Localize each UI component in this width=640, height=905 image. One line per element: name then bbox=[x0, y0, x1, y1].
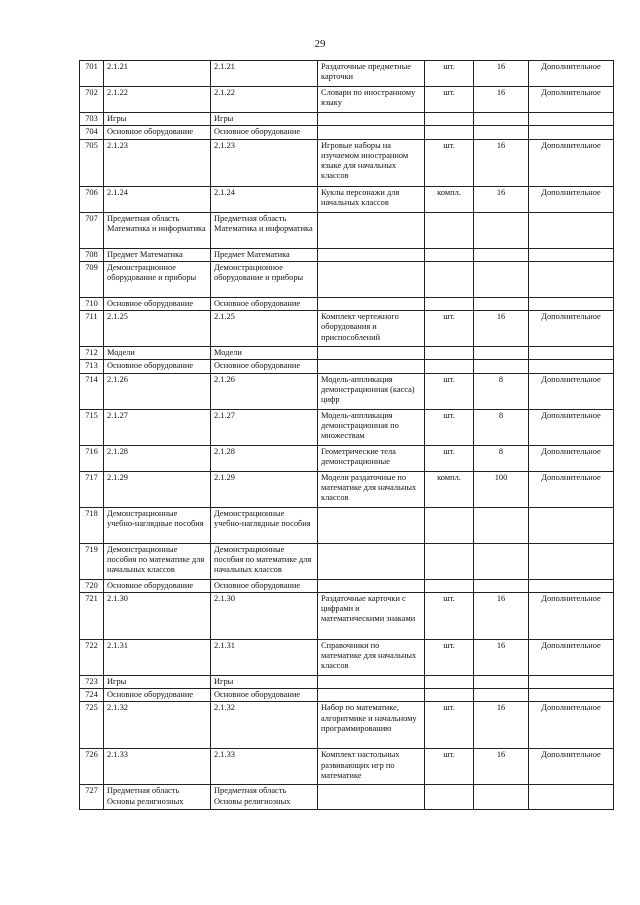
row-unit bbox=[425, 297, 474, 310]
row-section: 2.1.30 bbox=[211, 592, 318, 639]
row-number: 720 bbox=[80, 579, 104, 592]
row-note bbox=[529, 360, 614, 373]
row-unit bbox=[425, 113, 474, 126]
row-section: Демонстрационные пособия по математике для начальных классов bbox=[211, 543, 318, 579]
row-code: 2.1.31 bbox=[104, 639, 211, 675]
row-number: 723 bbox=[80, 675, 104, 688]
table-row bbox=[80, 347, 614, 360]
row-item-name: Набор по математике, алгоритмике и начальному программированию bbox=[318, 702, 425, 749]
table-row bbox=[80, 61, 614, 87]
row-code: 2.1.23 bbox=[104, 139, 211, 186]
row-unit: шт. bbox=[425, 373, 474, 409]
row-unit: шт. bbox=[425, 592, 474, 639]
row-section: 2.1.27 bbox=[211, 409, 318, 445]
row-quantity bbox=[474, 113, 529, 126]
row-quantity bbox=[474, 689, 529, 702]
row-code: 2.1.29 bbox=[104, 471, 211, 507]
table-row bbox=[80, 702, 614, 749]
row-note bbox=[529, 212, 614, 248]
row-code: Основное оборудование bbox=[104, 689, 211, 702]
table-row bbox=[80, 139, 614, 186]
row-code: Предметная область Основы религиозных bbox=[104, 785, 211, 810]
row-unit: шт. bbox=[425, 61, 474, 87]
row-unit bbox=[425, 248, 474, 261]
row-number: 718 bbox=[80, 507, 104, 543]
row-quantity bbox=[474, 347, 529, 360]
table-row bbox=[80, 543, 614, 579]
row-section: 2.1.32 bbox=[211, 702, 318, 749]
table-row bbox=[80, 675, 614, 688]
row-section: Основное оборудование bbox=[211, 579, 318, 592]
table-body bbox=[80, 61, 614, 810]
row-item-name: Модель-аппликация демонстрационная по множествам bbox=[318, 409, 425, 445]
page-number: 29 bbox=[314, 38, 326, 50]
row-note: Дополнительное bbox=[529, 409, 614, 445]
table-row bbox=[80, 126, 614, 139]
row-note bbox=[529, 785, 614, 810]
row-note bbox=[529, 543, 614, 579]
row-code: 2.1.33 bbox=[104, 749, 211, 785]
row-code: Демонстрационные учебно-наглядные пособия bbox=[104, 507, 211, 543]
table-row bbox=[80, 186, 614, 212]
table-row bbox=[80, 689, 614, 702]
row-code: 2.1.25 bbox=[104, 311, 211, 347]
row-item-name bbox=[318, 248, 425, 261]
table-row bbox=[80, 445, 614, 471]
row-section: Демонстрационное оборудование и приборы bbox=[211, 261, 318, 297]
row-section: 2.1.21 bbox=[211, 61, 318, 87]
table-row bbox=[80, 507, 614, 543]
row-section: 2.1.22 bbox=[211, 87, 318, 113]
row-code: Основное оборудование bbox=[104, 360, 211, 373]
row-number: 725 bbox=[80, 702, 104, 749]
row-note bbox=[529, 689, 614, 702]
row-code: 2.1.22 bbox=[104, 87, 211, 113]
row-quantity bbox=[474, 297, 529, 310]
row-code: Предметная область Математика и информатика bbox=[104, 212, 211, 248]
row-number: 707 bbox=[80, 212, 104, 248]
row-item-name: Модель-аппликация демонстрационная (касса) цифр bbox=[318, 373, 425, 409]
row-note bbox=[529, 248, 614, 261]
table-row bbox=[80, 212, 614, 248]
row-quantity bbox=[474, 579, 529, 592]
row-item-name: Куклы персонажи для начальных классов bbox=[318, 186, 425, 212]
row-code: Игры bbox=[104, 675, 211, 688]
table-row bbox=[80, 409, 614, 445]
row-item-name: Комплект настольных развивающих игр по математике bbox=[318, 749, 425, 785]
row-number: 701 bbox=[80, 61, 104, 87]
row-unit: шт. bbox=[425, 639, 474, 675]
row-section: 2.1.29 bbox=[211, 471, 318, 507]
row-note bbox=[529, 261, 614, 297]
row-code: Предмет Математика bbox=[104, 248, 211, 261]
row-number: 715 bbox=[80, 409, 104, 445]
row-note: Дополнительное bbox=[529, 639, 614, 675]
table-row bbox=[80, 579, 614, 592]
row-quantity: 16 bbox=[474, 639, 529, 675]
row-unit bbox=[425, 543, 474, 579]
row-section: 2.1.24 bbox=[211, 186, 318, 212]
row-section: Игры bbox=[211, 675, 318, 688]
table-row bbox=[80, 297, 614, 310]
row-note bbox=[529, 579, 614, 592]
row-code: Основное оборудование bbox=[104, 126, 211, 139]
row-unit: шт. bbox=[425, 87, 474, 113]
row-item-name bbox=[318, 360, 425, 373]
row-note: Дополнительное bbox=[529, 445, 614, 471]
row-item-name: Геометрические тела демонстрационные bbox=[318, 445, 425, 471]
row-code: 2.1.32 bbox=[104, 702, 211, 749]
table-row bbox=[80, 248, 614, 261]
row-item-name: Модели раздаточные по математике для начальных классов bbox=[318, 471, 425, 507]
row-note bbox=[529, 507, 614, 543]
row-note: Дополнительное bbox=[529, 311, 614, 347]
row-code: 2.1.27 bbox=[104, 409, 211, 445]
row-quantity: 16 bbox=[474, 749, 529, 785]
row-unit bbox=[425, 212, 474, 248]
row-section: 2.1.23 bbox=[211, 139, 318, 186]
row-item-name: Словари по иностранному языку bbox=[318, 87, 425, 113]
row-quantity bbox=[474, 248, 529, 261]
row-item-name bbox=[318, 297, 425, 310]
row-section: Основное оборудование bbox=[211, 297, 318, 310]
row-note: Дополнительное bbox=[529, 471, 614, 507]
row-number: 703 bbox=[80, 113, 104, 126]
row-code: 2.1.26 bbox=[104, 373, 211, 409]
table-row bbox=[80, 749, 614, 785]
row-section: Основное оборудование bbox=[211, 689, 318, 702]
row-section: Демонстрационные учебно-наглядные пособия bbox=[211, 507, 318, 543]
row-number: 717 bbox=[80, 471, 104, 507]
row-unit bbox=[425, 126, 474, 139]
row-quantity bbox=[474, 360, 529, 373]
row-unit bbox=[425, 261, 474, 297]
row-item-name bbox=[318, 113, 425, 126]
row-quantity: 16 bbox=[474, 87, 529, 113]
row-note: Дополнительное bbox=[529, 702, 614, 749]
row-code: Игры bbox=[104, 113, 211, 126]
row-section: 2.1.31 bbox=[211, 639, 318, 675]
row-unit: шт. bbox=[425, 311, 474, 347]
row-number: 702 bbox=[80, 87, 104, 113]
row-item-name bbox=[318, 507, 425, 543]
row-note bbox=[529, 126, 614, 139]
table-row bbox=[80, 373, 614, 409]
row-quantity bbox=[474, 543, 529, 579]
equipment-table bbox=[79, 60, 614, 810]
row-code: 2.1.21 bbox=[104, 61, 211, 87]
row-item-name bbox=[318, 347, 425, 360]
row-number: 712 bbox=[80, 347, 104, 360]
row-quantity bbox=[474, 126, 529, 139]
row-note bbox=[529, 347, 614, 360]
table-row bbox=[80, 87, 614, 113]
row-unit bbox=[425, 507, 474, 543]
row-section: 2.1.26 bbox=[211, 373, 318, 409]
row-unit: шт. bbox=[425, 445, 474, 471]
row-number: 713 bbox=[80, 360, 104, 373]
row-note: Дополнительное bbox=[529, 373, 614, 409]
row-code: 2.1.30 bbox=[104, 592, 211, 639]
row-quantity: 8 bbox=[474, 373, 529, 409]
table-row bbox=[80, 592, 614, 639]
row-quantity: 16 bbox=[474, 186, 529, 212]
table-row bbox=[80, 261, 614, 297]
row-section: 2.1.25 bbox=[211, 311, 318, 347]
row-unit bbox=[425, 785, 474, 810]
row-item-name bbox=[318, 543, 425, 579]
row-item-name: Раздаточные карточки с цифрами и математическими знаками bbox=[318, 592, 425, 639]
row-section: Предметная область Математика и информатика bbox=[211, 212, 318, 248]
row-note: Дополнительное bbox=[529, 87, 614, 113]
row-item-name bbox=[318, 212, 425, 248]
row-number: 710 bbox=[80, 297, 104, 310]
row-unit: шт. bbox=[425, 702, 474, 749]
row-item-name bbox=[318, 675, 425, 688]
row-note: Дополнительное bbox=[529, 139, 614, 186]
row-number: 722 bbox=[80, 639, 104, 675]
row-unit bbox=[425, 579, 474, 592]
row-unit: компл. bbox=[425, 186, 474, 212]
row-quantity: 8 bbox=[474, 409, 529, 445]
row-item-name bbox=[318, 126, 425, 139]
table-row bbox=[80, 639, 614, 675]
row-section: Игры bbox=[211, 113, 318, 126]
row-number: 714 bbox=[80, 373, 104, 409]
row-section: 2.1.28 bbox=[211, 445, 318, 471]
row-unit bbox=[425, 689, 474, 702]
row-code: Основное оборудование bbox=[104, 579, 211, 592]
row-number: 721 bbox=[80, 592, 104, 639]
row-quantity: 16 bbox=[474, 592, 529, 639]
row-note bbox=[529, 113, 614, 126]
row-number: 704 bbox=[80, 126, 104, 139]
table-row bbox=[80, 360, 614, 373]
row-section: Предметная область Основы религиозных bbox=[211, 785, 318, 810]
table-row bbox=[80, 311, 614, 347]
row-section: 2.1.33 bbox=[211, 749, 318, 785]
row-note: Дополнительное bbox=[529, 592, 614, 639]
row-number: 708 bbox=[80, 248, 104, 261]
row-quantity: 16 bbox=[474, 139, 529, 186]
row-number: 706 bbox=[80, 186, 104, 212]
row-section: Предмет Математика bbox=[211, 248, 318, 261]
row-unit bbox=[425, 347, 474, 360]
row-item-name: Справочники по математике для начальных классов bbox=[318, 639, 425, 675]
row-code: Демонстрационное оборудование и приборы bbox=[104, 261, 211, 297]
table-row bbox=[80, 113, 614, 126]
row-item-name: Игровые наборы на изучаемом иностранном языке для начальных классов bbox=[318, 139, 425, 186]
row-unit bbox=[425, 360, 474, 373]
row-code: Модели bbox=[104, 347, 211, 360]
row-code: Демонстрационные пособия по математике для начальных классов bbox=[104, 543, 211, 579]
row-number: 719 bbox=[80, 543, 104, 579]
row-unit: шт. bbox=[425, 139, 474, 186]
row-item-name: Комплект чертежного оборудования и приспособлений bbox=[318, 311, 425, 347]
row-quantity bbox=[474, 261, 529, 297]
row-note: Дополнительное bbox=[529, 61, 614, 87]
row-number: 716 bbox=[80, 445, 104, 471]
row-number: 711 bbox=[80, 311, 104, 347]
row-item-name: Раздаточные предметные карточки bbox=[318, 61, 425, 87]
row-number: 709 bbox=[80, 261, 104, 297]
row-section: Основное оборудование bbox=[211, 126, 318, 139]
table-row bbox=[80, 471, 614, 507]
row-quantity: 16 bbox=[474, 61, 529, 87]
row-code: Основное оборудование bbox=[104, 297, 211, 310]
row-quantity: 16 bbox=[474, 311, 529, 347]
row-quantity bbox=[474, 785, 529, 810]
row-number: 726 bbox=[80, 749, 104, 785]
row-section: Основное оборудование bbox=[211, 360, 318, 373]
row-quantity: 16 bbox=[474, 702, 529, 749]
row-item-name bbox=[318, 689, 425, 702]
row-quantity: 8 bbox=[474, 445, 529, 471]
row-note bbox=[529, 675, 614, 688]
row-section: Модели bbox=[211, 347, 318, 360]
row-number: 727 bbox=[80, 785, 104, 810]
row-quantity bbox=[474, 507, 529, 543]
row-note bbox=[529, 297, 614, 310]
row-unit bbox=[425, 675, 474, 688]
row-item-name bbox=[318, 785, 425, 810]
row-unit: шт. bbox=[425, 409, 474, 445]
row-item-name bbox=[318, 261, 425, 297]
table-row bbox=[80, 785, 614, 810]
row-unit: компл. bbox=[425, 471, 474, 507]
row-unit: шт. bbox=[425, 749, 474, 785]
row-quantity bbox=[474, 212, 529, 248]
row-code: 2.1.28 bbox=[104, 445, 211, 471]
row-quantity: 100 bbox=[474, 471, 529, 507]
row-note: Дополнительное bbox=[529, 749, 614, 785]
row-quantity bbox=[474, 675, 529, 688]
row-number: 724 bbox=[80, 689, 104, 702]
row-note: Дополнительное bbox=[529, 186, 614, 212]
row-number: 705 bbox=[80, 139, 104, 186]
row-code: 2.1.24 bbox=[104, 186, 211, 212]
row-item-name bbox=[318, 579, 425, 592]
